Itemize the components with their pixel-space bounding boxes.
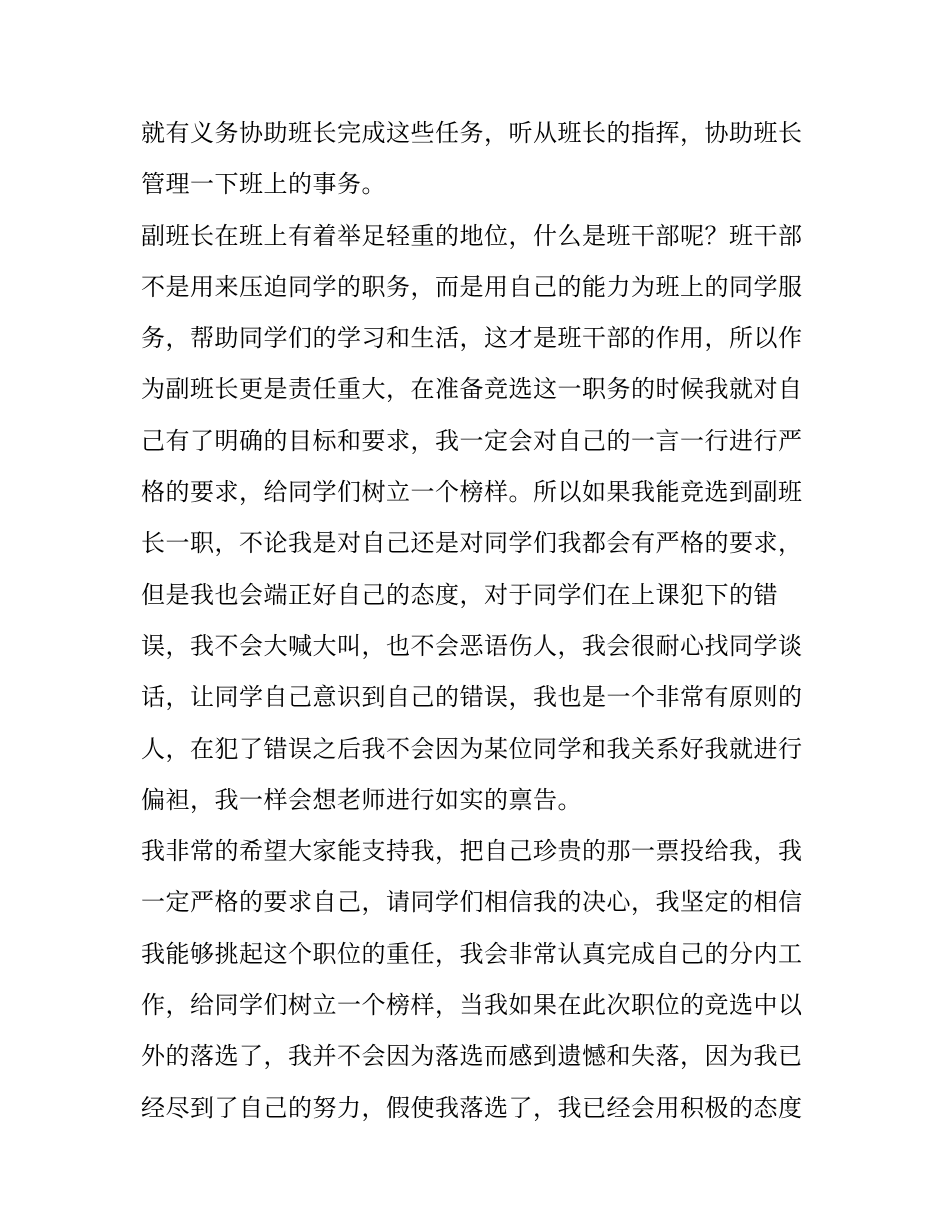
text-line-19: 外的落选了，我并不会因为落选而感到遗憾和失落，因为我已: [141, 1042, 803, 1071]
text-line-20: 经尽到了自己的努力，假使我落选了，我已经会用积极的态度: [141, 1093, 803, 1122]
text-line-9: 长一职，不论我是对自己还是对同学们我都会有严格的要求，: [141, 529, 803, 558]
text-line-15: 我非常的希望大家能支持我，把自己珍贵的那一票投给我，我: [141, 837, 803, 866]
text-line-2: 管理一下班上的事务。: [141, 170, 386, 199]
text-line-18: 作，给同学们树立一个榜样，当我如果在此次职位的竞选中以: [141, 991, 803, 1020]
text-line-17: 我能够挑起这个职位的重任，我会非常认真完成自己的分内工: [141, 939, 803, 968]
text-line-16: 一定严格的要求自己，请同学们相信我的决心，我坚定的相信: [141, 888, 803, 917]
text-line-11: 误，我不会大喊大叫，也不会恶语伤人，我会很耐心找同学谈: [141, 631, 803, 660]
text-line-8: 格的要求，给同学们树立一个榜样。所以如果我能竞选到副班: [141, 478, 803, 507]
text-line-10: 但是我也会端正好自己的态度，对于同学们在上课犯下的错: [141, 580, 778, 609]
text-line-14: 偏袒，我一样会想老师进行如实的禀告。: [141, 785, 582, 814]
text-line-7: 己有了明确的目标和要求，我一定会对自己的一言一行进行严: [141, 426, 803, 455]
text-line-4: 不是用来压迫同学的职务，而是用自己的能力为班上的同学服: [141, 272, 803, 301]
text-line-1: 就有义务协助班长完成这些任务，听从班长的指挥，协助班长: [141, 119, 803, 147]
text-line-5: 务，帮助同学们的学习和生活，这才是班干部的作用，所以作: [141, 324, 803, 353]
text-line-12: 话，让同学自己意识到自己的错误，我也是一个非常有原则的: [141, 683, 803, 712]
body-text: [141, 108, 813, 1134]
text-line-3: 副班长在班上有着举足轻重的地位，什么是班干部呢？班干部: [141, 221, 803, 250]
text-line-13: 人，在犯了错误之后我不会因为某位同学和我关系好我就进行: [141, 734, 803, 763]
text-line-6: 为副班长更是责任重大，在准备竞选这一职务的时候我就对自: [141, 375, 803, 404]
